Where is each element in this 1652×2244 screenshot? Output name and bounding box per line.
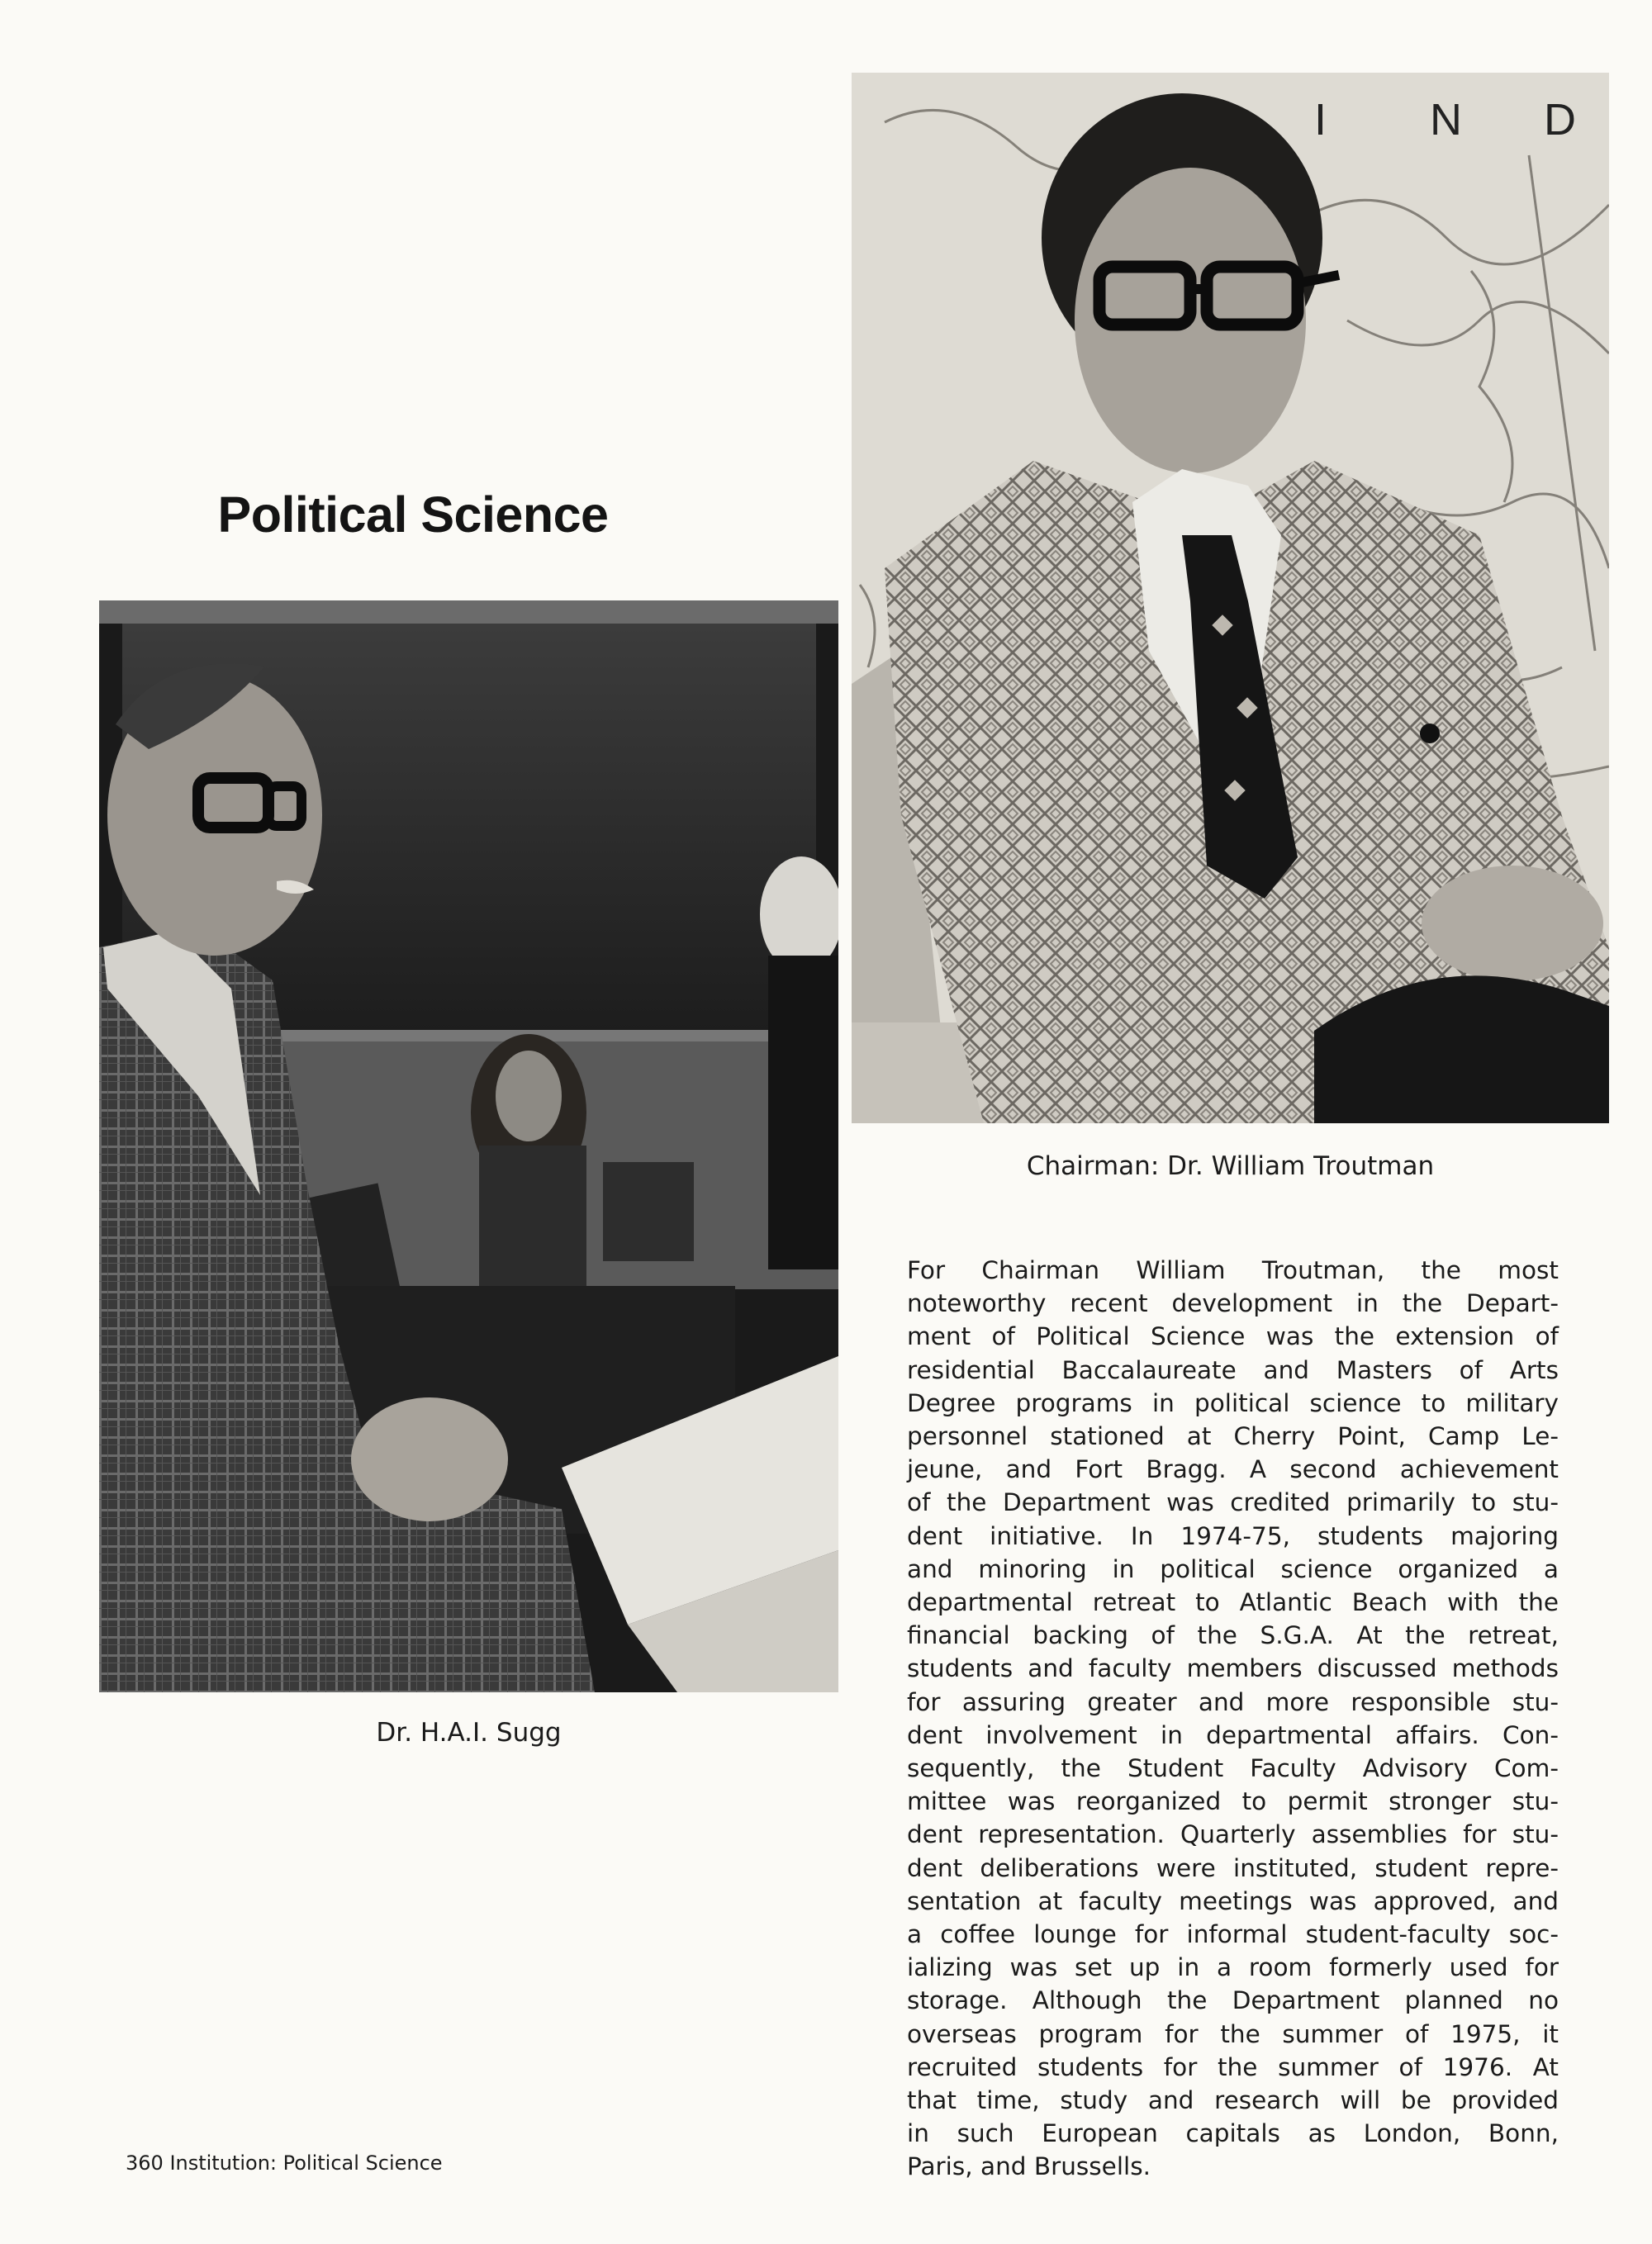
article-line: overseas program for the summer of 1975, it [907,2019,1559,2048]
map-letter-i: I [1314,95,1327,145]
article-line: jeune, and Fort Bragg. A second achievement [907,1455,1559,1484]
map-letter-n: N [1430,95,1462,145]
article-line: Paris, and Brussells. [907,2152,1151,2181]
article-line: noteworthy recent development in the Depart- [907,1289,1559,1318]
article-line: ializing was set up in a room formerly used for [907,1953,1559,1982]
article-line: in such European capitals as London, Bonn, [907,2119,1559,2148]
article-line: storage. Although the Department planned no [907,1986,1559,2015]
article-line: ment of Political Science was the extension of [907,1322,1559,1351]
article-line: Degree programs in political science to military [907,1388,1559,1417]
article-line: dent initiative. In 1974-75, students majoring [907,1521,1559,1550]
article-line: personnel stationed at Cherry Point, Camp Le- [907,1422,1559,1451]
article-line: dent involvement in departmental affairs. Con- [907,1720,1559,1749]
caption-dr-sugg: Dr. H.A.I. Sugg [376,1718,562,1748]
article-body [907,1254,1559,2184]
article-line: and minoring in political science organized a [907,1554,1559,1583]
article-line: dent representation. Quarterly assemblies for stu- [907,1820,1559,1849]
article-line: residential Baccalaureate and Masters of Arts [907,1355,1559,1384]
map-letter-d: D [1544,95,1576,145]
photo-dr-sugg [99,600,838,1692]
page-footer: 360 Institution: Political Science [126,2151,443,2175]
article-line: For Chairman William Troutman, the most [907,1256,1559,1284]
article-line: financial backing of the S.G.A. At the retreat, [907,1621,1559,1650]
article-line: a coffee lounge for informal student-faculty soc- [907,1920,1559,1949]
article-line: sequently, the Student Faculty Advisory Com- [907,1754,1559,1783]
article-line: for assuring greater and more responsible stu- [907,1687,1559,1716]
article-line: dent deliberations were instituted, student repre- [907,1853,1559,1882]
article-line: departmental retreat to Atlantic Beach with the [907,1588,1559,1617]
article-line: students and faculty members discussed methods [907,1654,1559,1683]
article-line: mittee was reorganized to permit stronger stu- [907,1787,1559,1816]
article-line: of the Department was credited primarily to stu- [907,1488,1559,1517]
article-line: that time, study and research will be provided [907,2086,1559,2115]
article-line: sentation at faculty meetings was approved, and [907,1886,1559,1915]
caption-dr-troutman: Chairman: Dr. William Troutman [1026,1151,1435,1181]
photo-dr-troutman [852,73,1609,1123]
page-title: Political Science [217,486,609,543]
article-line: recruited students for the summer of 1976. At [907,2052,1559,2081]
